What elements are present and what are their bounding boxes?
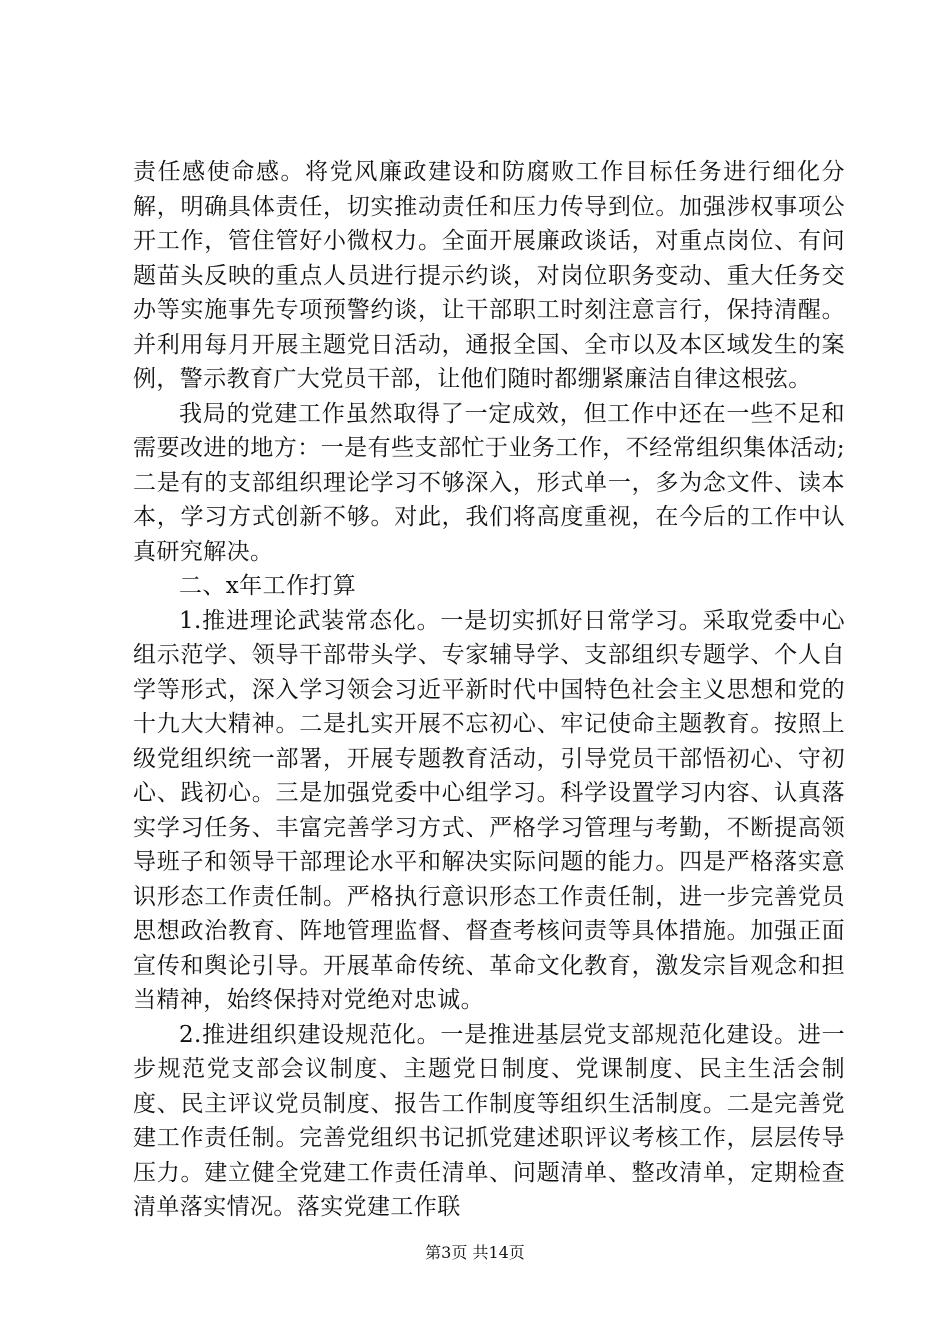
- paragraph-1: 责任感使命感。将党风廉政建设和防腐败工作目标任务进行细化分解，明确具体责任，切实推动责任和压力传导到位。加强涉权事项公开工作，管住管好小微权力。全面开展廉政谈话，对重点岗位、有问题苗头反映的重点人员进行提示约谈，对岗位职务变动、重大任务交办等实施事先专项预警约谈，让干部职工时刻注意言行，保持清醒。并利用每月开展主题党日活动，通报全国、全市以及本区域发生的案例，警示教育广大党员干部，让他们随时都绷紧廉洁自律这根弦。: [133, 159, 845, 392]
- page-number-footer: 第3页 共14页: [425, 1243, 525, 1262]
- section-heading: 二、x年工作打算: [179, 573, 357, 599]
- paragraph-3: 1.推进理论武装常态化。一是切实抓好日常学习。采取党委中心组示范学、领导干部带头学、专家辅导学、支部组织专题学、个人自学等形式，深入学习领会习近平新时代中国特色社会主义思想和党的十九大大精神。二是扎实开展不忘初心、牢记使命主题教育。按照上级党组织统一部署，开展专题教育活动，引导党员干部悟初心、守初心、践初心。三是加强党委中心组学习。科学设置学习内容、认真落实学习任务、丰富完善学习方式、严格学习管理与考勤，不断提高领导班子和领导干部理论水平和解决实际问题的能力。四是严格落实意识形态工作责任制。严格执行意识形态工作责任制，进一步完善党员思想政治教育、阵地管理监督、督查考核问责等具体措施。加强正面宣传和舆论引导。开展革命传统、革命文化教育，激发宗旨观念和担当精神，始终保持对党绝对忠诚。: [133, 607, 845, 1013]
- document-body: [133, 155, 845, 1225]
- paragraph-2: 我局的党建工作虽然取得了一定成效，但工作中还在一些不足和需要改进的地方：一是有些支部忙于业务工作，不经常组织集体活动;二是有的支部组织理论学习不够深入，形式单一，多为念文件、读本本，学习方式创新不够。对此，我们将高度重视，在今后的工作中认真研究解决。: [133, 400, 845, 565]
- paragraph-4: 2.推进组织建设规范化。一是推进基层党支部规范化建设。进一步规范党支部会议制度、主题党日制度、党课制度、民主生活会制度、民主评议党员制度、报告工作制度等组织生活制度。二是完善党建工作责任制。完善党组织书记抓党建述职评议考核工作，层层传导压力。建立健全党建工作责任清单、问题清单、整改清单，定期检查清单落实情况。落实党建工作联: [133, 1021, 845, 1220]
